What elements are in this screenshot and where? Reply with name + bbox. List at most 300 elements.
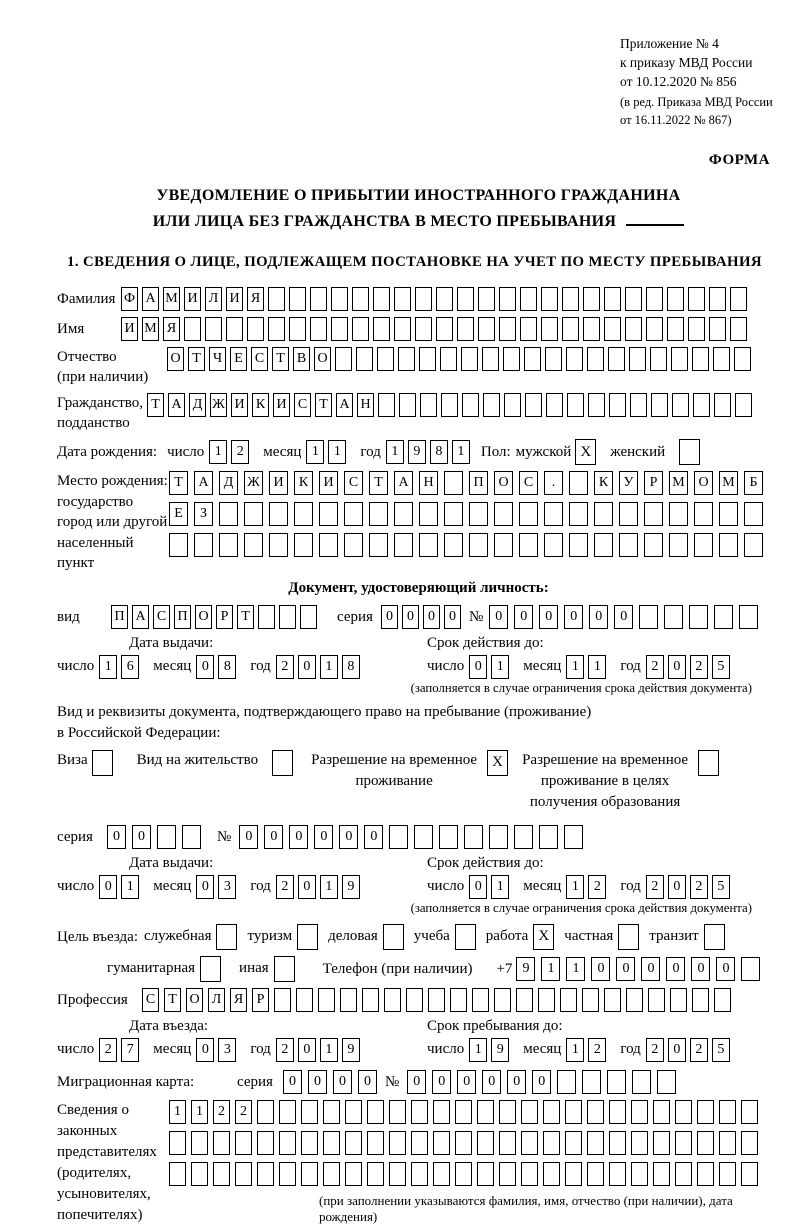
date-year-cell[interactable]: 2 — [276, 655, 294, 679]
char-cell[interactable] — [415, 317, 432, 341]
char-cell[interactable] — [289, 287, 306, 311]
date-year-cell[interactable]: 0 — [668, 1038, 686, 1062]
char-cell[interactable]: Т — [147, 393, 164, 417]
char-cell[interactable] — [504, 393, 521, 417]
char-cell[interactable] — [415, 287, 432, 311]
visa-checkbox[interactable] — [92, 750, 113, 776]
char-cell[interactable] — [694, 502, 713, 526]
char-cell[interactable]: 0 — [107, 825, 126, 849]
char-cell[interactable]: С — [294, 393, 311, 417]
char-cell[interactable] — [625, 317, 642, 341]
char-cell[interactable] — [651, 393, 668, 417]
char-cell[interactable] — [583, 317, 600, 341]
char-cell[interactable] — [378, 393, 395, 417]
char-cell[interactable]: 0 — [339, 825, 358, 849]
char-cell[interactable] — [444, 471, 463, 495]
char-cell[interactable] — [269, 533, 288, 557]
date-year-cell[interactable]: 9 — [342, 1038, 360, 1062]
char-cell[interactable]: Ж — [244, 471, 263, 495]
char-cell[interactable] — [719, 1131, 736, 1155]
char-cell[interactable]: . — [544, 471, 563, 495]
char-cell[interactable]: 0 — [457, 1070, 476, 1094]
char-cell[interactable] — [296, 988, 313, 1012]
char-cell[interactable]: Н — [357, 393, 374, 417]
char-cell[interactable] — [672, 393, 689, 417]
char-cell[interactable] — [344, 502, 363, 526]
char-cell[interactable] — [394, 502, 413, 526]
char-cell[interactable]: 0 — [532, 1070, 551, 1094]
char-cell[interactable] — [455, 1162, 472, 1186]
date-year-cell[interactable]: 2 — [646, 1038, 664, 1062]
char-cell[interactable] — [520, 287, 537, 311]
char-cell[interactable] — [675, 1162, 692, 1186]
char-cell[interactable] — [294, 502, 313, 526]
char-cell[interactable] — [369, 502, 388, 526]
char-cell[interactable]: С — [251, 347, 268, 371]
char-cell[interactable]: А — [336, 393, 353, 417]
date-year-cell[interactable]: 2 — [690, 655, 708, 679]
char-cell[interactable]: И — [231, 393, 248, 417]
char-cell[interactable] — [494, 502, 513, 526]
char-cell[interactable]: Л — [208, 988, 225, 1012]
char-cell[interactable] — [730, 287, 747, 311]
char-cell[interactable] — [524, 347, 541, 371]
char-cell[interactable] — [301, 1131, 318, 1155]
char-cell[interactable] — [604, 317, 621, 341]
char-cell[interactable] — [587, 1131, 604, 1155]
purpose-tourism-checkbox[interactable] — [297, 924, 318, 950]
char-cell[interactable] — [455, 1131, 472, 1155]
char-cell[interactable] — [389, 1131, 406, 1155]
char-cell[interactable]: С — [519, 471, 538, 495]
char-cell[interactable] — [319, 502, 338, 526]
purpose-official-checkbox[interactable] — [216, 924, 237, 950]
char-cell[interactable] — [604, 988, 621, 1012]
char-cell[interactable]: В — [293, 347, 310, 371]
char-cell[interactable] — [469, 502, 488, 526]
char-cell[interactable] — [268, 287, 285, 311]
char-cell[interactable]: О — [494, 471, 513, 495]
date-year-cell[interactable]: 5 — [712, 875, 730, 899]
char-cell[interactable] — [340, 988, 357, 1012]
char-cell[interactable] — [588, 393, 605, 417]
char-cell[interactable]: Д — [219, 471, 238, 495]
char-cell[interactable] — [689, 605, 708, 629]
char-cell[interactable]: Ж — [210, 393, 227, 417]
char-cell[interactable] — [268, 317, 285, 341]
char-cell[interactable] — [182, 825, 201, 849]
char-cell[interactable] — [587, 1100, 604, 1124]
char-cell[interactable] — [394, 287, 411, 311]
char-cell[interactable] — [169, 533, 188, 557]
char-cell[interactable] — [169, 1131, 186, 1155]
char-cell[interactable] — [367, 1100, 384, 1124]
date-month-cell[interactable]: 0 — [196, 875, 214, 899]
date-year-cell[interactable]: 0 — [668, 875, 686, 899]
char-cell[interactable] — [609, 1131, 626, 1155]
date-year-cell[interactable]: 0 — [298, 1038, 316, 1062]
char-cell[interactable] — [714, 988, 731, 1012]
date-day-cell[interactable]: 2 — [99, 1038, 117, 1062]
char-cell[interactable] — [279, 605, 296, 629]
char-cell[interactable] — [455, 1100, 472, 1124]
profession-cells[interactable] — [142, 988, 736, 1012]
legal-reps-cells-row-1[interactable] — [169, 1100, 780, 1124]
date-year-cell[interactable]: 5 — [712, 655, 730, 679]
char-cell[interactable] — [457, 317, 474, 341]
char-cell[interactable] — [499, 1162, 516, 1186]
char-cell[interactable] — [478, 317, 495, 341]
char-cell[interactable] — [619, 533, 638, 557]
char-cell[interactable] — [213, 1162, 230, 1186]
char-cell[interactable] — [477, 1131, 494, 1155]
birth-place-cells-row-2[interactable] — [169, 502, 769, 526]
identity-doc-series-cells[interactable] — [381, 605, 465, 629]
migration-series-cells[interactable] — [283, 1070, 383, 1094]
surname-cells[interactable] — [121, 287, 751, 311]
char-cell[interactable] — [543, 1131, 560, 1155]
char-cell[interactable]: И — [269, 471, 288, 495]
char-cell[interactable] — [433, 1162, 450, 1186]
char-cell[interactable] — [205, 317, 222, 341]
date-year-cell[interactable]: 2 — [276, 875, 294, 899]
char-cell[interactable] — [692, 988, 709, 1012]
char-cell[interactable] — [625, 287, 642, 311]
char-cell[interactable] — [279, 1162, 296, 1186]
char-cell[interactable]: Р — [252, 988, 269, 1012]
char-cell[interactable]: 0 — [482, 1070, 501, 1094]
char-cell[interactable] — [644, 502, 663, 526]
char-cell[interactable]: 0 — [314, 825, 333, 849]
date-year-cell[interactable]: 1 — [452, 440, 470, 464]
char-cell[interactable] — [436, 287, 453, 311]
char-cell[interactable] — [394, 317, 411, 341]
char-cell[interactable] — [735, 393, 752, 417]
char-cell[interactable] — [546, 393, 563, 417]
char-cell[interactable] — [279, 1131, 296, 1155]
char-cell[interactable] — [671, 347, 688, 371]
char-cell[interactable]: 0 — [641, 957, 660, 981]
char-cell[interactable] — [565, 1100, 582, 1124]
char-cell[interactable] — [739, 605, 758, 629]
char-cell[interactable] — [219, 533, 238, 557]
char-cell[interactable] — [516, 988, 533, 1012]
char-cell[interactable] — [562, 287, 579, 311]
identity-doc-kind-cells[interactable] — [111, 605, 321, 629]
date-month-cell[interactable]: 2 — [588, 1038, 606, 1062]
char-cell[interactable]: С — [142, 988, 159, 1012]
char-cell[interactable]: 0 — [691, 957, 710, 981]
char-cell[interactable] — [569, 471, 588, 495]
char-cell[interactable]: Т — [272, 347, 289, 371]
char-cell[interactable] — [389, 1162, 406, 1186]
temp-residence-education-checkbox[interactable] — [698, 750, 719, 776]
char-cell[interactable] — [609, 1162, 626, 1186]
char-cell[interactable] — [494, 988, 511, 1012]
char-cell[interactable]: Л — [205, 287, 222, 311]
char-cell[interactable] — [318, 988, 335, 1012]
char-cell[interactable] — [519, 502, 538, 526]
date-month-cell[interactable]: 0 — [196, 655, 214, 679]
char-cell[interactable] — [582, 988, 599, 1012]
char-cell[interactable] — [244, 502, 263, 526]
legal-reps-cells-row-3[interactable] — [169, 1162, 780, 1186]
char-cell[interactable] — [557, 1070, 576, 1094]
char-cell[interactable]: Ч — [209, 347, 226, 371]
char-cell[interactable] — [469, 533, 488, 557]
char-cell[interactable] — [514, 825, 533, 849]
char-cell[interactable] — [675, 1131, 692, 1155]
char-cell[interactable] — [345, 1100, 362, 1124]
date-month-cell[interactable]: 1 — [566, 1038, 584, 1062]
char-cell[interactable] — [319, 533, 338, 557]
patronymic-cells[interactable] — [167, 347, 755, 371]
char-cell[interactable]: А — [142, 287, 159, 311]
char-cell[interactable]: Ф — [121, 287, 138, 311]
char-cell[interactable] — [719, 1162, 736, 1186]
char-cell[interactable]: К — [294, 471, 313, 495]
char-cell[interactable]: 0 — [589, 605, 608, 629]
date-year-cell[interactable]: 0 — [298, 655, 316, 679]
char-cell[interactable]: 0 — [489, 605, 508, 629]
char-cell[interactable]: 0 — [308, 1070, 327, 1094]
birth-place-cells-row-3[interactable] — [169, 533, 769, 557]
legal-reps-cells-row-2[interactable] — [169, 1131, 780, 1155]
char-cell[interactable] — [503, 347, 520, 371]
char-cell[interactable] — [478, 287, 495, 311]
char-cell[interactable] — [477, 1162, 494, 1186]
char-cell[interactable]: И — [184, 287, 201, 311]
residence-permit-checkbox[interactable] — [272, 750, 293, 776]
char-cell[interactable] — [644, 533, 663, 557]
char-cell[interactable] — [697, 1162, 714, 1186]
char-cell[interactable] — [269, 502, 288, 526]
char-cell[interactable] — [657, 1070, 676, 1094]
char-cell[interactable]: А — [132, 605, 149, 629]
char-cell[interactable] — [544, 533, 563, 557]
char-cell[interactable] — [301, 1100, 318, 1124]
date-day-cell[interactable]: 7 — [121, 1038, 139, 1062]
char-cell[interactable]: М — [142, 317, 159, 341]
char-cell[interactable] — [494, 533, 513, 557]
date-year-cell[interactable]: 2 — [646, 655, 664, 679]
char-cell[interactable]: 0 — [289, 825, 308, 849]
char-cell[interactable] — [461, 347, 478, 371]
char-cell[interactable] — [300, 605, 317, 629]
char-cell[interactable]: 0 — [402, 605, 419, 629]
char-cell[interactable] — [472, 988, 489, 1012]
char-cell[interactable] — [257, 1100, 274, 1124]
char-cell[interactable] — [194, 533, 213, 557]
char-cell[interactable] — [310, 317, 327, 341]
char-cell[interactable]: З — [194, 502, 213, 526]
char-cell[interactable]: И — [273, 393, 290, 417]
char-cell[interactable] — [419, 347, 436, 371]
char-cell[interactable] — [653, 1131, 670, 1155]
char-cell[interactable]: И — [121, 317, 138, 341]
char-cell[interactable] — [373, 317, 390, 341]
char-cell[interactable] — [562, 317, 579, 341]
char-cell[interactable] — [566, 347, 583, 371]
char-cell[interactable]: А — [168, 393, 185, 417]
char-cell[interactable] — [420, 393, 437, 417]
char-cell[interactable] — [545, 347, 562, 371]
char-cell[interactable] — [444, 502, 463, 526]
date-day-cell[interactable]: 6 — [121, 655, 139, 679]
char-cell[interactable]: 1 — [541, 957, 560, 981]
char-cell[interactable] — [394, 533, 413, 557]
char-cell[interactable] — [675, 1100, 692, 1124]
char-cell[interactable] — [744, 502, 763, 526]
char-cell[interactable] — [440, 347, 457, 371]
char-cell[interactable] — [697, 1131, 714, 1155]
char-cell[interactable]: А — [394, 471, 413, 495]
char-cell[interactable] — [219, 502, 238, 526]
char-cell[interactable]: Н — [419, 471, 438, 495]
date-month-cell[interactable]: 2 — [588, 875, 606, 899]
char-cell[interactable] — [734, 347, 751, 371]
char-cell[interactable] — [730, 317, 747, 341]
char-cell[interactable] — [587, 347, 604, 371]
char-cell[interactable] — [258, 605, 275, 629]
char-cell[interactable] — [499, 1100, 516, 1124]
char-cell[interactable] — [414, 825, 433, 849]
date-year-cell[interactable]: 0 — [668, 655, 686, 679]
date-day-cell[interactable]: 9 — [491, 1038, 509, 1062]
date-year-cell[interactable]: 1 — [320, 1038, 338, 1062]
char-cell[interactable] — [714, 393, 731, 417]
char-cell[interactable] — [377, 347, 394, 371]
char-cell[interactable] — [650, 347, 667, 371]
char-cell[interactable] — [646, 317, 663, 341]
char-cell[interactable]: 0 — [539, 605, 558, 629]
char-cell[interactable]: 0 — [407, 1070, 426, 1094]
char-cell[interactable] — [345, 1131, 362, 1155]
date-day-cell[interactable]: 1 — [121, 875, 139, 899]
citizenship-cells[interactable] — [147, 393, 756, 417]
char-cell[interactable] — [693, 393, 710, 417]
char-cell[interactable] — [398, 347, 415, 371]
date-month-cell[interactable]: 1 — [566, 875, 584, 899]
char-cell[interactable]: 0 — [666, 957, 685, 981]
char-cell[interactable]: 9 — [516, 957, 535, 981]
char-cell[interactable]: Т — [164, 988, 181, 1012]
char-cell[interactable] — [411, 1162, 428, 1186]
char-cell[interactable] — [462, 393, 479, 417]
char-cell[interactable] — [631, 1162, 648, 1186]
char-cell[interactable] — [399, 393, 416, 417]
purpose-humanitarian-checkbox[interactable] — [200, 956, 221, 982]
char-cell[interactable] — [489, 825, 508, 849]
char-cell[interactable] — [482, 347, 499, 371]
char-cell[interactable]: 0 — [614, 605, 633, 629]
date-year-cell[interactable]: 2 — [690, 875, 708, 899]
char-cell[interactable] — [544, 502, 563, 526]
date-year-cell[interactable]: 1 — [320, 655, 338, 679]
char-cell[interactable]: Д — [189, 393, 206, 417]
char-cell[interactable]: С — [153, 605, 170, 629]
char-cell[interactable]: П — [469, 471, 488, 495]
char-cell[interactable] — [583, 287, 600, 311]
char-cell[interactable] — [235, 1162, 252, 1186]
char-cell[interactable] — [741, 957, 760, 981]
char-cell[interactable] — [411, 1100, 428, 1124]
char-cell[interactable] — [608, 347, 625, 371]
char-cell[interactable] — [411, 1131, 428, 1155]
char-cell[interactable] — [184, 317, 201, 341]
char-cell[interactable] — [609, 393, 626, 417]
char-cell[interactable]: Т — [315, 393, 332, 417]
char-cell[interactable]: Я — [163, 317, 180, 341]
char-cell[interactable]: Т — [369, 471, 388, 495]
char-cell[interactable]: О — [186, 988, 203, 1012]
residence-series-cells[interactable] — [107, 825, 207, 849]
date-year-cell[interactable]: 2 — [646, 875, 664, 899]
char-cell[interactable] — [543, 1162, 560, 1186]
char-cell[interactable] — [323, 1100, 340, 1124]
date-day-cell[interactable]: 1 — [469, 1038, 487, 1062]
date-month-cell[interactable]: 1 — [328, 440, 346, 464]
char-cell[interactable] — [294, 533, 313, 557]
char-cell[interactable] — [441, 393, 458, 417]
char-cell[interactable]: У — [619, 471, 638, 495]
char-cell[interactable]: Р — [216, 605, 233, 629]
date-day-cell[interactable]: 0 — [469, 655, 487, 679]
char-cell[interactable] — [538, 988, 555, 1012]
char-cell[interactable] — [688, 317, 705, 341]
char-cell[interactable] — [741, 1131, 758, 1155]
char-cell[interactable] — [499, 287, 516, 311]
char-cell[interactable] — [235, 1131, 252, 1155]
purpose-other-checkbox[interactable] — [274, 956, 295, 982]
char-cell[interactable] — [564, 825, 583, 849]
char-cell[interactable] — [483, 393, 500, 417]
char-cell[interactable] — [331, 287, 348, 311]
purpose-business-checkbox[interactable] — [383, 924, 404, 950]
char-cell[interactable] — [257, 1162, 274, 1186]
char-cell[interactable] — [604, 287, 621, 311]
char-cell[interactable]: О — [167, 347, 184, 371]
char-cell[interactable]: А — [194, 471, 213, 495]
char-cell[interactable] — [191, 1162, 208, 1186]
birth-place-cells-row-1[interactable] — [169, 471, 769, 495]
char-cell[interactable] — [419, 533, 438, 557]
char-cell[interactable]: 0 — [564, 605, 583, 629]
char-cell[interactable]: Т — [169, 471, 188, 495]
purpose-work-checkbox[interactable]: X — [533, 924, 554, 950]
purpose-study-checkbox[interactable] — [455, 924, 476, 950]
char-cell[interactable] — [582, 1070, 601, 1094]
char-cell[interactable] — [639, 605, 658, 629]
char-cell[interactable]: 0 — [507, 1070, 526, 1094]
char-cell[interactable]: М — [163, 287, 180, 311]
char-cell[interactable] — [594, 533, 613, 557]
char-cell[interactable] — [367, 1162, 384, 1186]
char-cell[interactable] — [369, 533, 388, 557]
date-year-cell[interactable]: 0 — [298, 875, 316, 899]
char-cell[interactable]: Е — [230, 347, 247, 371]
char-cell[interactable] — [301, 1162, 318, 1186]
char-cell[interactable] — [226, 317, 243, 341]
temp-residence-checkbox[interactable]: X — [487, 750, 508, 776]
char-cell[interactable]: М — [669, 471, 688, 495]
char-cell[interactable]: 0 — [381, 605, 398, 629]
phone-cells[interactable] — [516, 957, 766, 981]
char-cell[interactable] — [569, 502, 588, 526]
char-cell[interactable] — [428, 988, 445, 1012]
date-month-cell[interactable]: 1 — [566, 655, 584, 679]
char-cell[interactable] — [741, 1162, 758, 1186]
